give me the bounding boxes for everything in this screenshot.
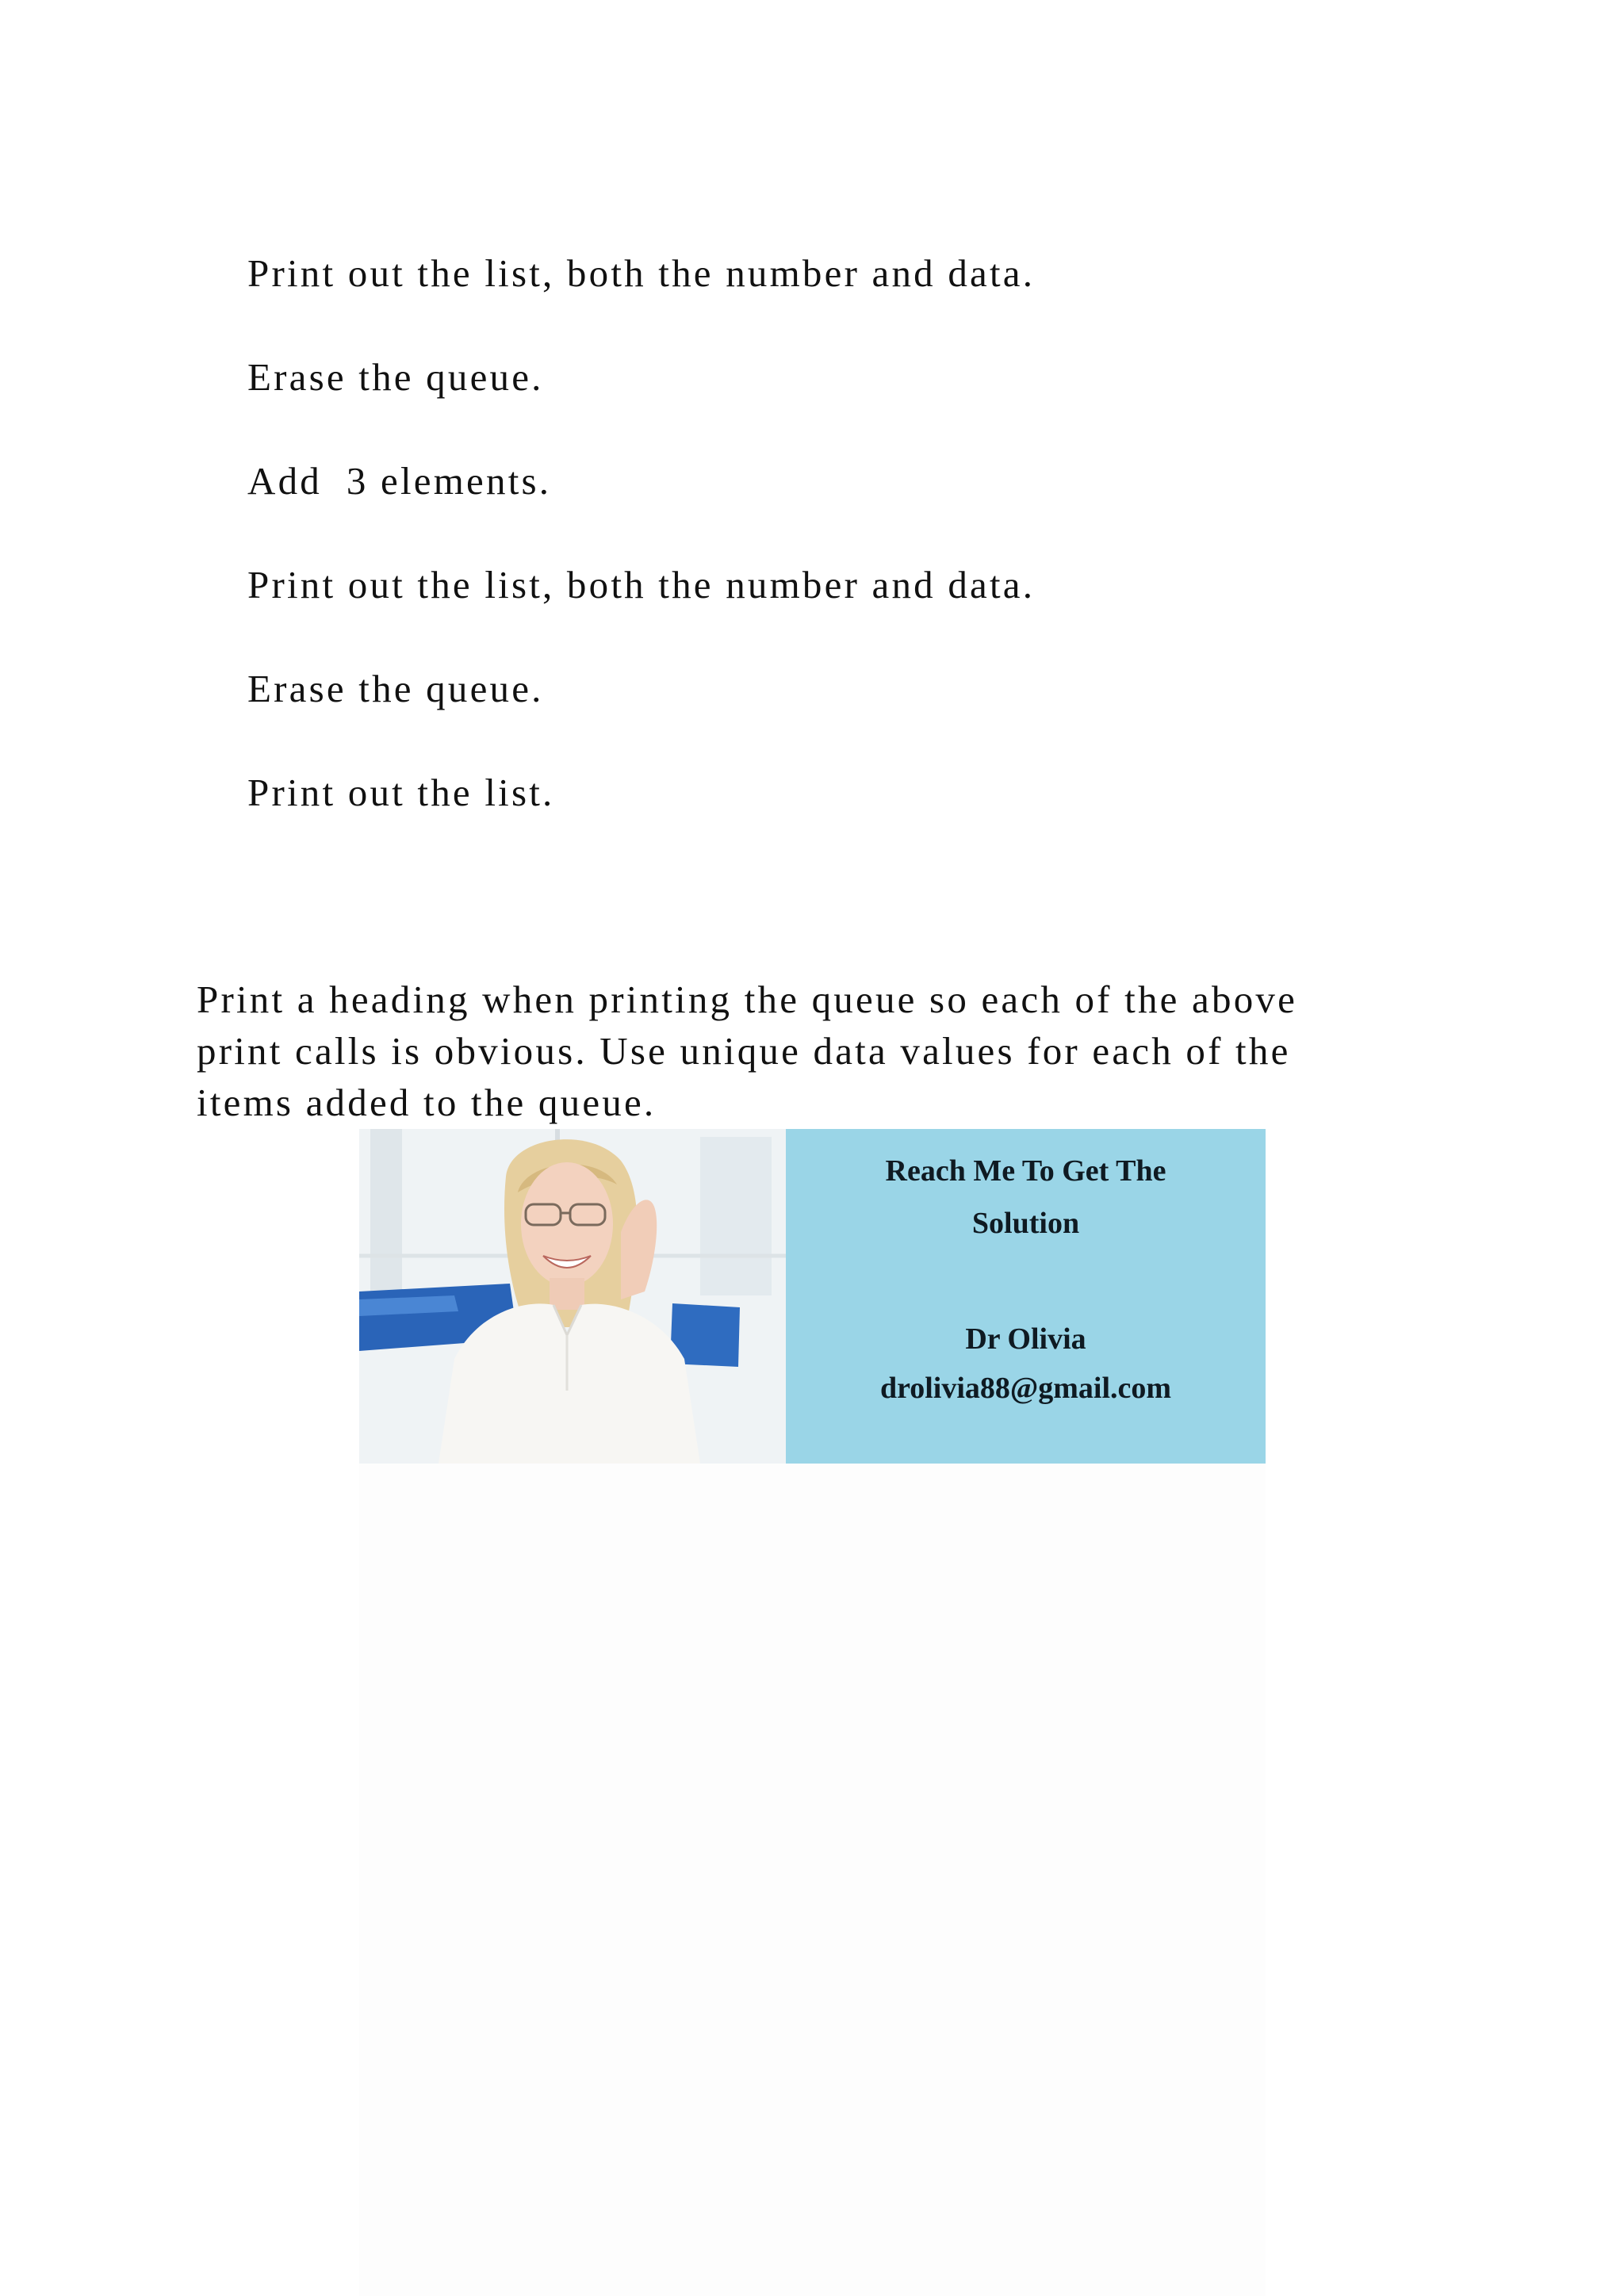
woman-photo-image (359, 1129, 786, 1464)
instruction-step-6: Print out the list. (247, 771, 555, 814)
banner-headline-line-2: Solution (971, 1207, 1080, 1240)
instruction-step-1: Print out the list, both the number and data. (247, 251, 1036, 295)
contact-banner (359, 1129, 1266, 1464)
banner-headline-line-1: Reach Me To Get The (885, 1154, 1166, 1188)
blank-page-area (359, 1464, 1266, 2296)
instruction-step-3: Add 3 elements. (247, 459, 552, 503)
instruction-step-5: Erase the queue. (247, 667, 544, 710)
contact-name: Dr Olivia (965, 1322, 1086, 1356)
instruction-step-2: Erase the queue. (247, 355, 544, 399)
instruction-step-4: Print out the list, both the number and data. (247, 563, 1036, 607)
instruction-paragraph: Print a heading when printing the queue so each of the above print calls is obvious. Use unique data values for each of the items added to the queue. (197, 978, 1298, 1124)
contact-card (786, 1129, 1266, 1464)
contact-email: drolivia88@gmail.com (879, 1372, 1172, 1405)
